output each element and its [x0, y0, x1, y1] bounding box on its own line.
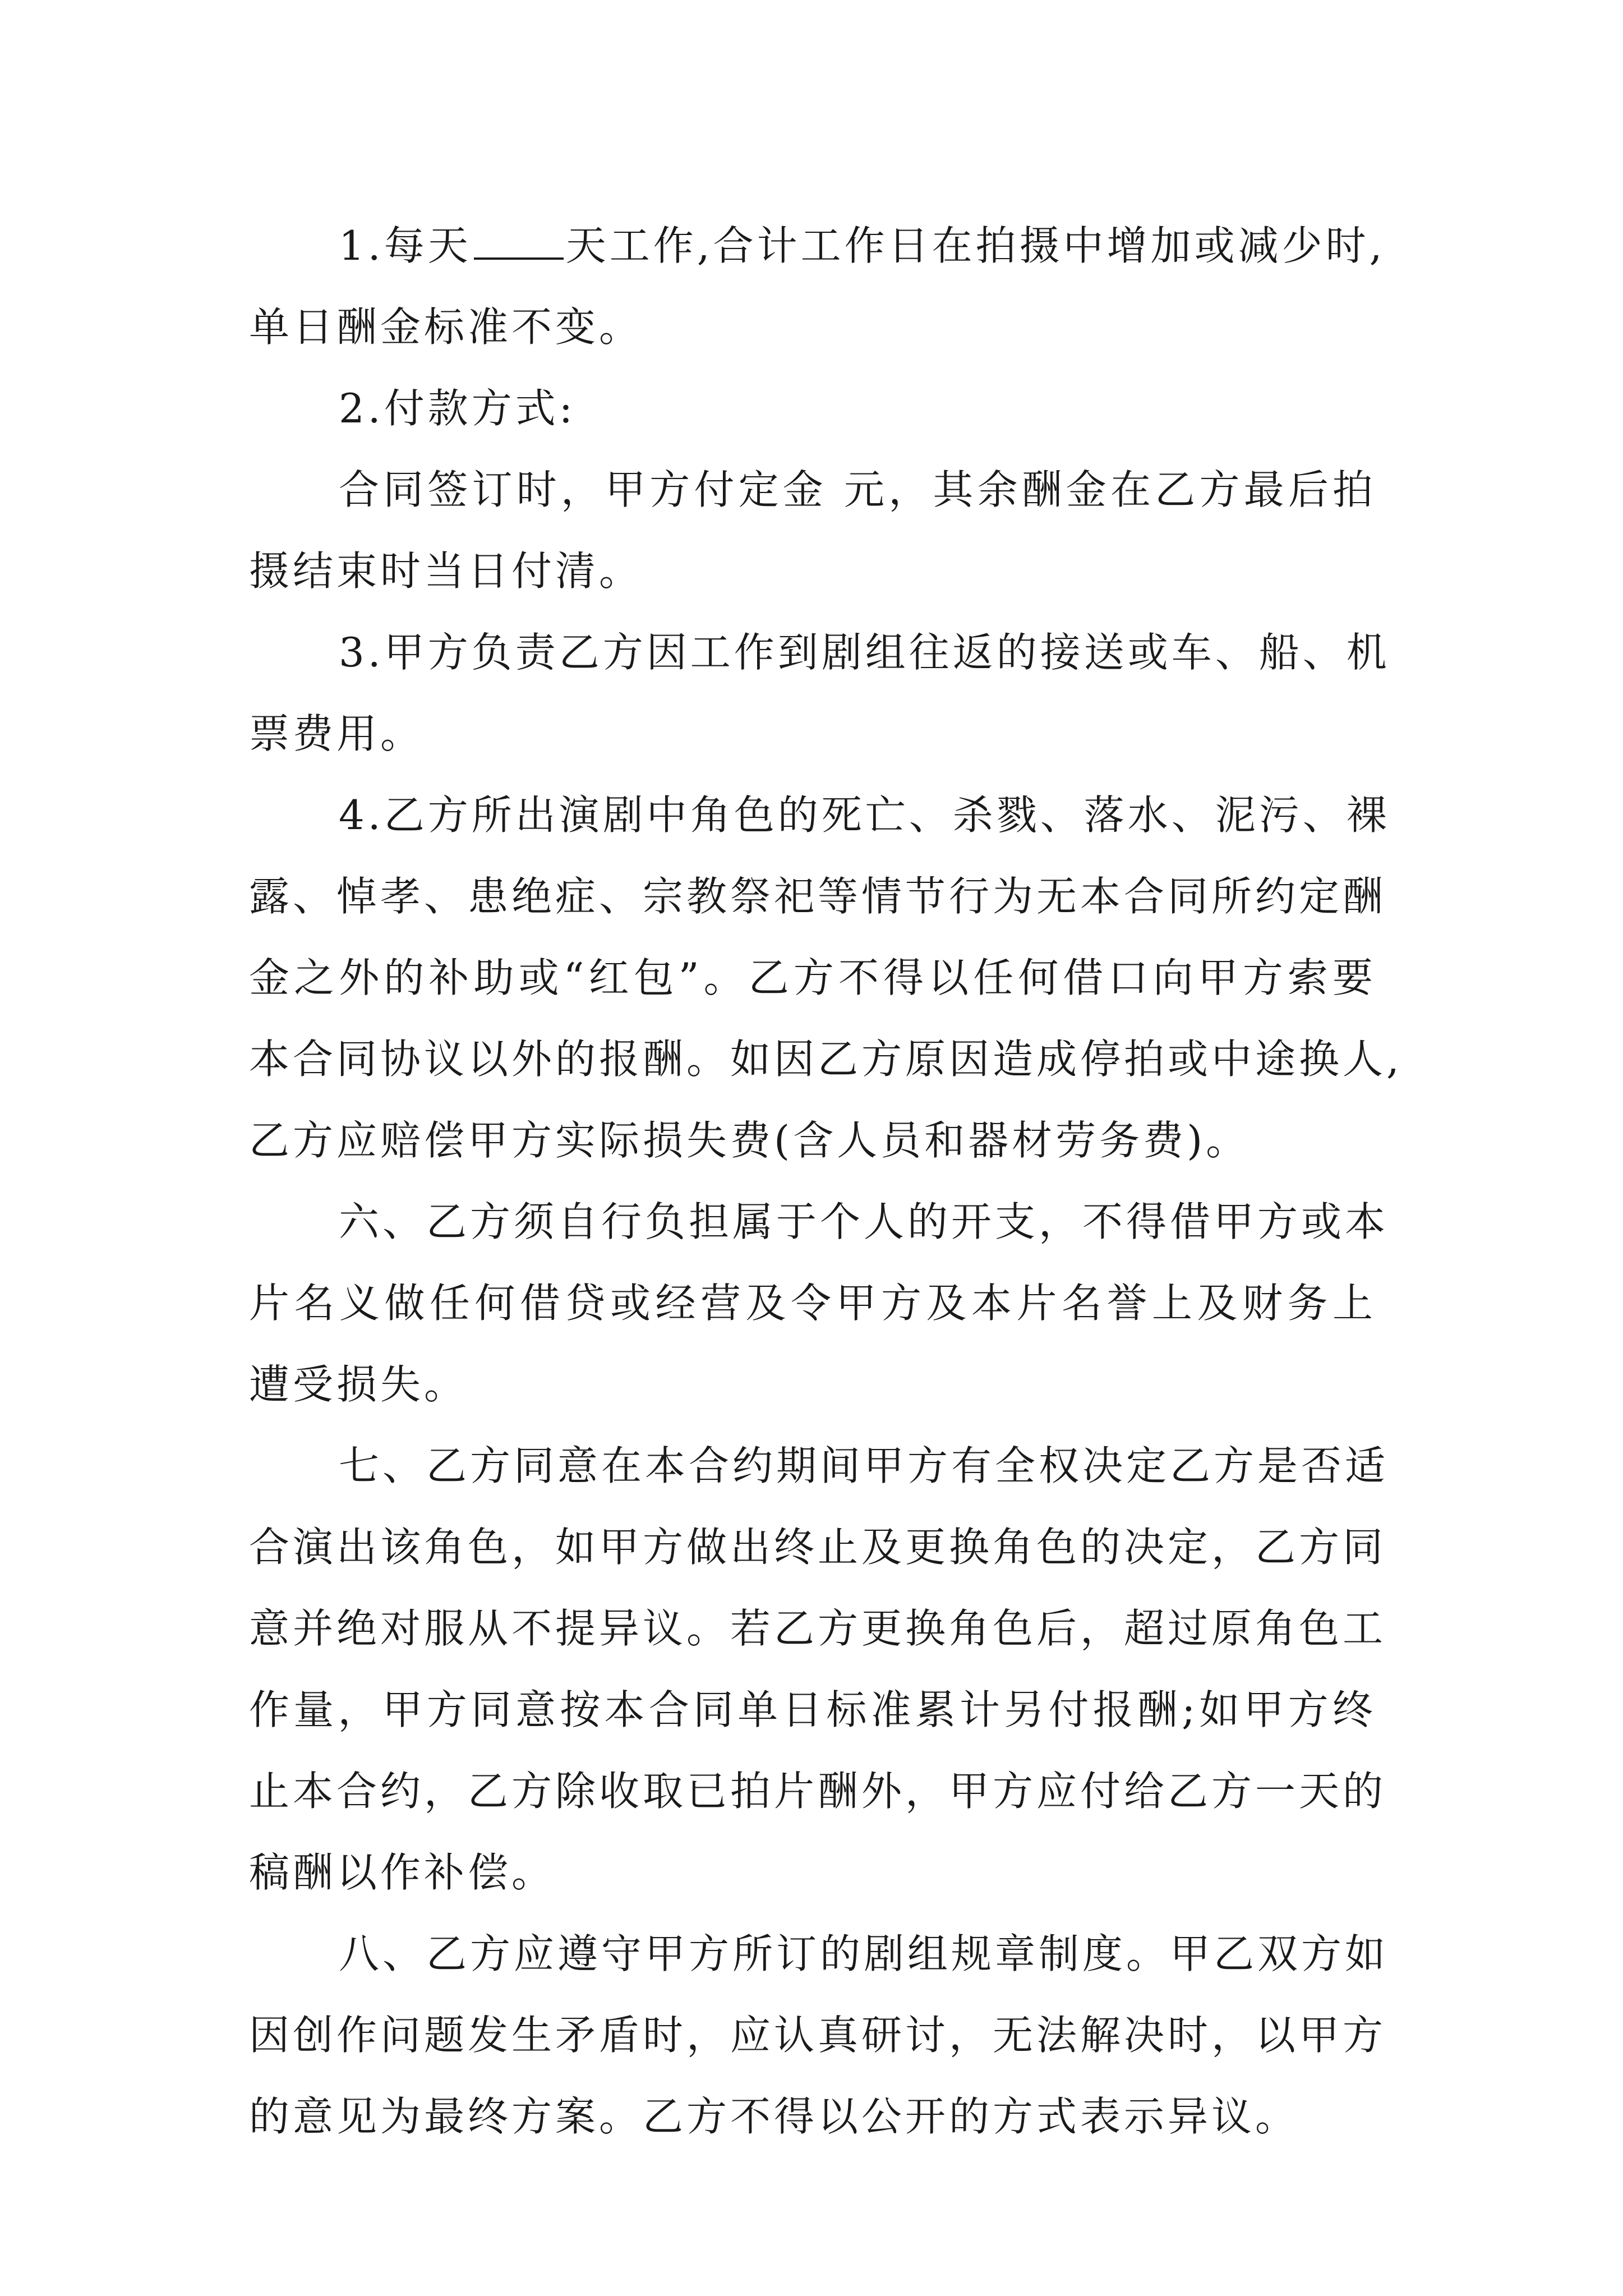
text-line: 止本合约，乙方除收取已拍片酬外，甲方应付给乙方一天的 — [249, 1768, 1387, 1815]
text-line: 摄结束时当日付清。 — [249, 547, 643, 595]
clause-1-prefix: 1.每天 — [339, 222, 472, 269]
text-line: 4.乙方所出演剧中角色的死亡、杀戮、落水、泥污、裸 — [339, 792, 1390, 839]
text-line: 意并绝对服从不提异议。若乙方更换角色后，超过原角色工 — [249, 1605, 1387, 1652]
text-line: 2.付款方式: — [339, 385, 576, 432]
text-line: 金之外的补助或“红包”。乙方不得以任何借口向甲方索要 — [249, 954, 1376, 1001]
text-line: 3.甲方负责乙方因工作到剧组往返的接送或车、船、机 — [339, 629, 1390, 676]
clause-1-suffix: 天工作,合计工作日在拍摄中增加或减少时, — [565, 222, 1386, 269]
text-line: 露、悼孝、患绝症、宗教祭祀等情节行为无本合同所约定酬 — [249, 873, 1387, 920]
text-line: 乙方应赔偿甲方实际损失费(含人员和器材劳务费)。 — [249, 1117, 1250, 1164]
text-line: 合同签订时，甲方付定金 元，其余酬金在乙方最后拍 — [339, 466, 1376, 513]
text-line: 本合同协议以外的报酬。如因乙方原因造成停拍或中途换人, — [249, 1036, 1403, 1083]
blank-underline — [474, 223, 564, 260]
text-line: 票费用。 — [249, 710, 425, 757]
text-line: 八、乙方应遵守甲方所订的剧组规章制度。甲乙双方如 — [339, 1930, 1389, 1977]
text-line: 合演出该角色，如甲方做出终止及更换角色的决定，乙方同 — [249, 1524, 1387, 1571]
text-line: 六、乙方须自行负担属于个人的开支，不得借甲方或本 — [339, 1198, 1389, 1245]
text-line: 稿酬以作补偿。 — [249, 1849, 556, 1896]
clause-1-line-1 — [339, 219, 1386, 273]
text-line: 片名义做任何借贷或经营及令甲方及本片名誉上及财务上 — [249, 1280, 1376, 1327]
text-line: 遭受损失。 — [249, 1361, 468, 1408]
text-line: 的意见为最终方案。乙方不得以公开的方式表示异议。 — [249, 2093, 1299, 2140]
text-line: 因创作问题发生矛盾时，应认真研讨，无法解决时，以甲方 — [249, 2012, 1387, 2059]
text-line: 单日酬金标准不变。 — [249, 303, 643, 351]
text-line: 七、乙方同意在本合约期间甲方有全权决定乙方是否适 — [339, 1442, 1389, 1489]
text-line: 作量，甲方同意按本合同单日标准累计另付报酬;如甲方终 — [249, 1686, 1376, 1733]
